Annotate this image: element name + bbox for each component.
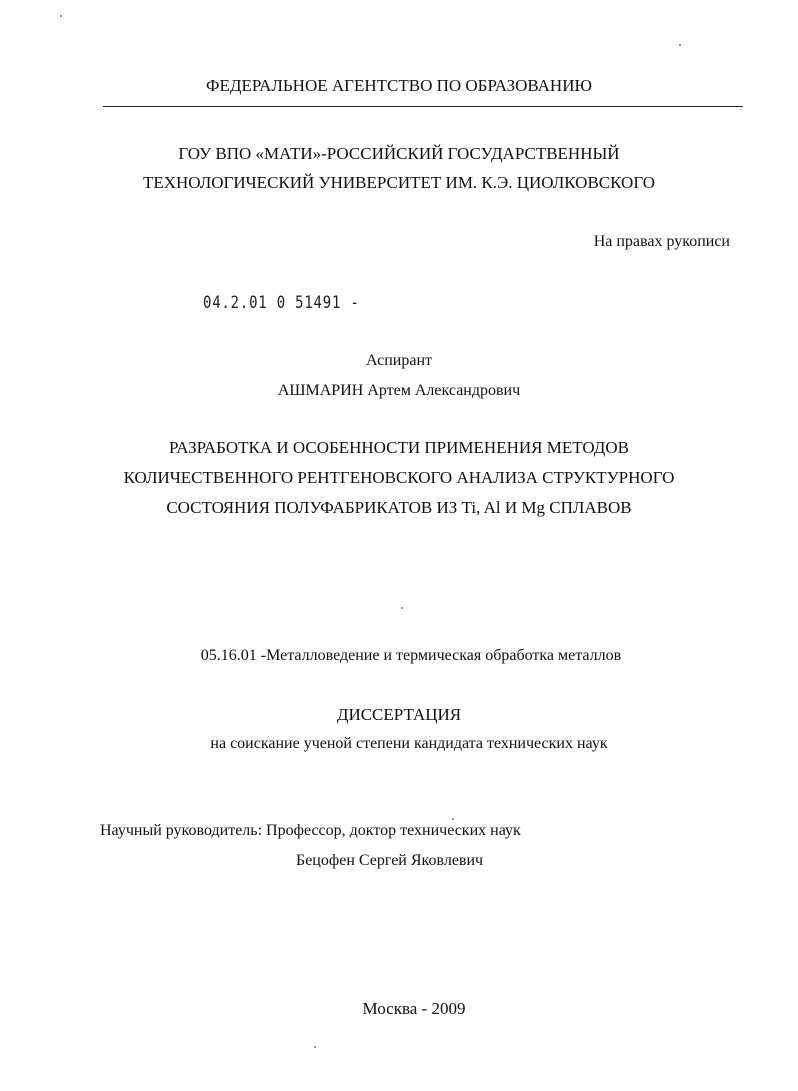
supervisor-title: Научный руководитель: Профессор, доктор технических наук <box>100 822 521 839</box>
title-line-1: РАЗРАБОТКА И ОСОБЕННОСТИ ПРИМЕНЕНИЯ МЕТОДОВ <box>168 438 630 457</box>
university-line-1: ГОУ ВПО «МАТИ»-РОССИЙСКИЙ ГОСУДАРСТВЕННЫЙ <box>178 144 620 163</box>
scan-speck <box>60 15 62 17</box>
manuscript-note: На правах рукописи <box>593 233 730 250</box>
scan-speck <box>679 44 681 46</box>
header-divider <box>103 106 743 107</box>
scan-speck <box>401 607 403 609</box>
specialty-code: 05.16.01 -Металловедение и термическая обработка металлов <box>200 647 622 664</box>
title-line-2: КОЛИЧЕСТВЕННОГО РЕНТГЕНОВСКОГО АНАЛИЗА СТРУКТУРНОГО <box>123 468 675 487</box>
agency-heading: ФЕДЕРАЛЬНОЕ АГЕНТСТВО ПО ОБРАЗОВАНИЮ <box>206 76 592 95</box>
author-name: АШМАРИН Артем Александрович <box>277 382 521 399</box>
title-line-3: СОСТОЯНИЯ ПОЛУФАБРИКАТОВ ИЗ Ti, Al И Mg СПЛАВОВ <box>166 498 632 517</box>
scan-speck <box>452 818 454 820</box>
university-line-2: ТЕХНОЛОГИЧЕСКИЙ УНИВЕРСИТЕТ ИМ. К.Э. ЦИОЛКОВСКОГО <box>142 173 656 192</box>
supervisor-name: Бецофен Сергей Яковлевич <box>296 852 484 869</box>
degree-purpose: на соискание ученой степени кандидата технических наук <box>210 735 608 752</box>
city-year: Москва - 2009 <box>362 999 466 1018</box>
scan-speck <box>314 1046 316 1048</box>
registration-number-stamp: 04.2.01 0 51491 - <box>203 293 360 313</box>
dissertation-label: ДИССЕРТАЦИЯ <box>336 705 462 724</box>
author-role: Аспирант <box>365 352 433 369</box>
